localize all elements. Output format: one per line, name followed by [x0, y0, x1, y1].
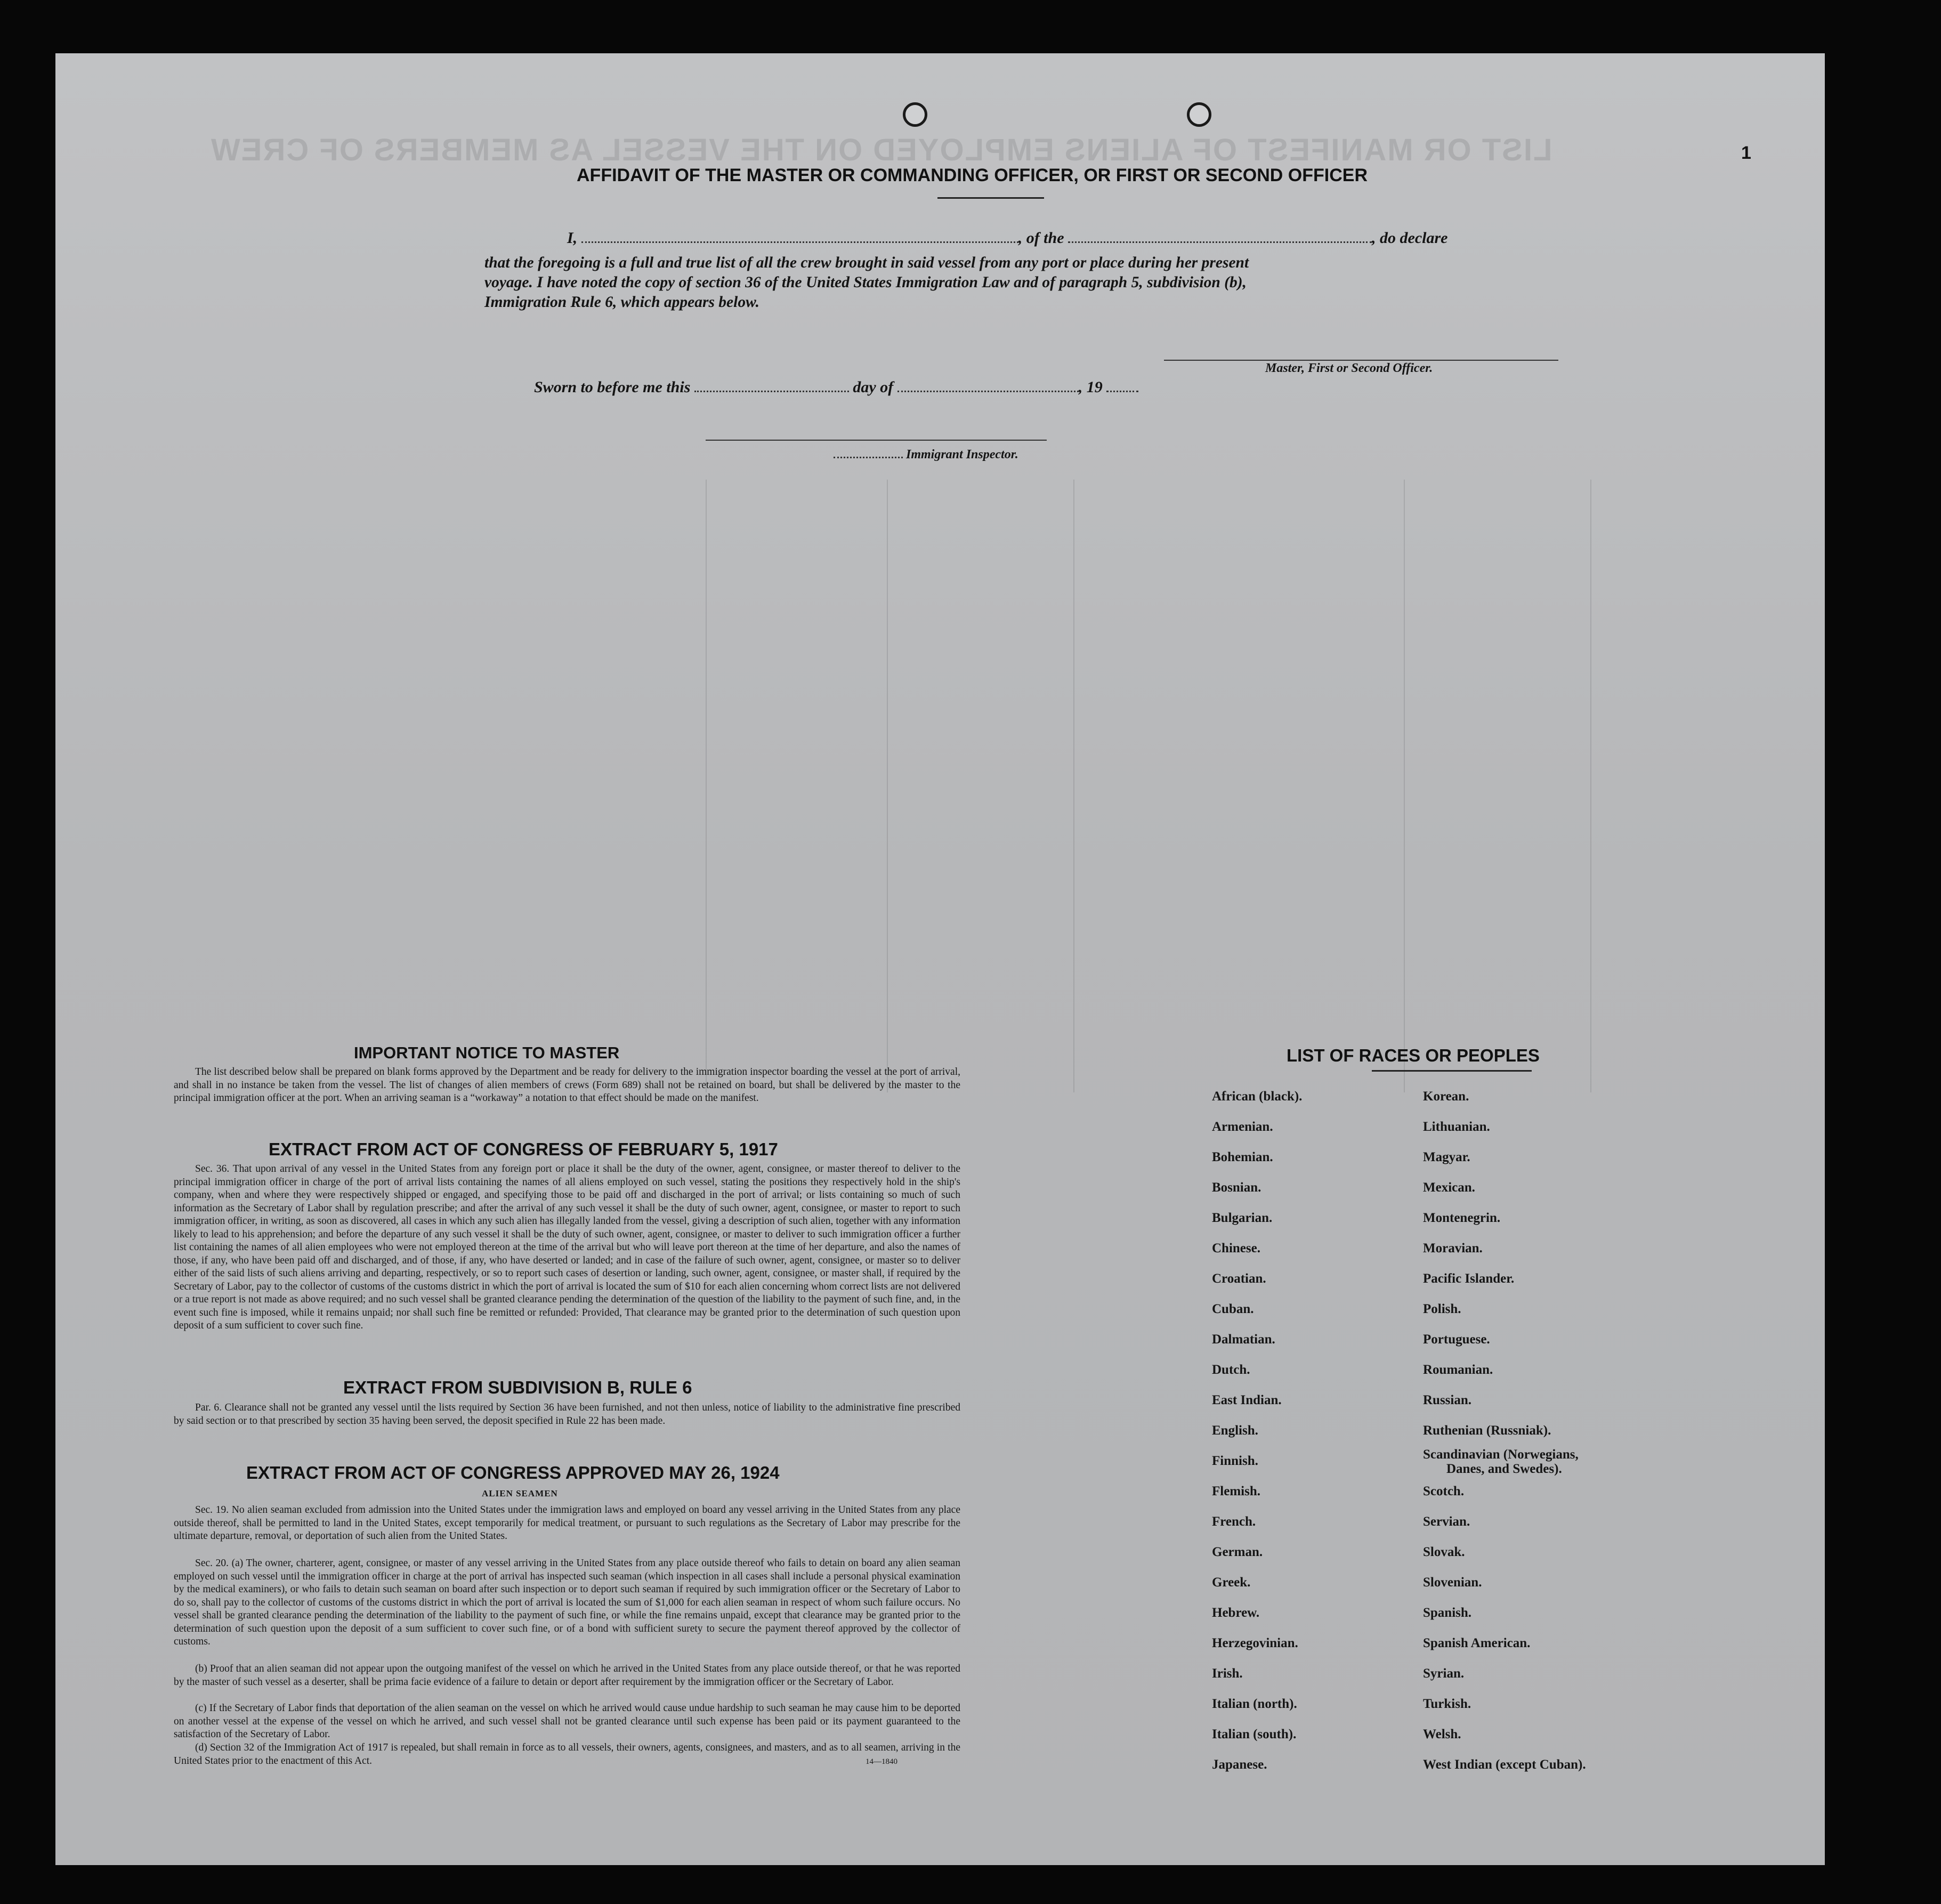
rule-6-body: Par. 6. Clearance shall not be granted any vessel until the lists required by Section 36 have been furnished, and not then unless, notice of liability to the administrative fine prescribed by said section or to that prescribed by section 35 having been served, the deposit specified in Rule 22 has been made.: [174, 1402, 960, 1427]
affidavit-title: AFFIDAVIT OF THE MASTER OR COMMANDING OFFICER, OR FIRST OR SECOND OFFICER: [577, 165, 1368, 185]
race-item: Finnish.: [1212, 1454, 1258, 1468]
affidavit-line-3: voyage. I have noted the copy of section 36 of the United States Immigration Law and of paragraph 5, subdivision (b),: [484, 274, 1247, 291]
sworn-year-field[interactable]: [1106, 379, 1138, 392]
race-item: French.: [1212, 1514, 1256, 1529]
race-item: Ruthenian (Russniak).: [1423, 1423, 1551, 1438]
race-item: Croatian.: [1212, 1271, 1266, 1286]
bleedthrough-header: LIST OR MANIFEST OF ALIENS EMPLOYED ON THE VESSEL AS MEMBERS OF CREW: [210, 133, 1552, 167]
page-mark: 1: [1741, 143, 1751, 163]
sworn-day-of: day of: [853, 378, 894, 396]
race-item: Bosnian.: [1212, 1180, 1261, 1195]
race-item: Italian (south).: [1212, 1727, 1297, 1741]
race-item: Roumanian.: [1423, 1363, 1493, 1377]
race-item: Mexican.: [1423, 1180, 1475, 1195]
extract-1917-title: EXTRACT FROM ACT OF CONGRESS OF FEBRUARY 5, 1917: [269, 1139, 778, 1159]
sec-20d-body: (d) Section 32 of the Immigration Act of 1917 is repealed, but shall remain in force as to all vessels, their owners, agents, consignees, and masters, and as to all seamen, arriving in the United States prior to the enactment of this Act.: [174, 1742, 960, 1767]
notice-title: IMPORTANT NOTICE TO MASTER: [354, 1043, 620, 1062]
race-item: Korean.: [1423, 1089, 1469, 1104]
affidavit-of-the: , of the: [1018, 229, 1064, 247]
vessel-name-field[interactable]: [1068, 230, 1372, 243]
race-item: Portuguese.: [1423, 1332, 1490, 1347]
affidavit-line-2: that the foregoing is a full and true list of all the crew brought in said vessel from any port or place during her present: [484, 254, 1249, 271]
manifest-page-back: [55, 53, 1825, 1865]
race-item: Danes, and Swedes).: [1446, 1462, 1562, 1476]
race-item: Montenegrin.: [1423, 1211, 1501, 1225]
bleedthrough-column-line: [887, 480, 888, 1092]
sec-19-body: Sec. 19. No alien seaman excluded from admission into the United States under the immigration laws and employed on board any vessel arriving in the United States from any place outside thereof, shall be permitted to land in the United States, except temporarily for medical treatment, or pursuant to such regulations as the Secretary of Labor may prescribe for the ultimate departure, removal, or deportation of such alien from the United States.: [174, 1504, 960, 1542]
notice-body: The list described below shall be prepared on blank forms approved by the Department and be ready for delivery to the immigration inspector boarding the vessel at the port of arrival, and shall in no instance be taken from the vessel. The list of changes of alien members of crews (Form 689) shall not be retained on board, but shall be delivered by the master to the principal immigration officer at the port. When an arriving seaman is a “workaway” a notation to that effect should be made on the manifest.: [174, 1066, 960, 1104]
race-item: Syrian.: [1423, 1666, 1465, 1681]
binding-hole-icon: [1187, 102, 1211, 127]
race-item: Spanish American.: [1423, 1636, 1531, 1650]
race-item: Italian (north).: [1212, 1697, 1297, 1711]
extract-1917-body: Sec. 36. That upon arrival of any vessel in the United States from any foreign port or place it shall be the duty of the owner, agent, consignee, or master thereof to deliver to the principal immigration officer in charge of the port of arrival lists containing the names of all aliens employed on such vessel, stating the positions they respectively hold in the ship's company, when and where they were respectively shipped or engaged, and specifying those to be paid off and discharged in the port of arrival; or lists containing so much of such information as the Secretary of Labor shall by regulation prescribe; and after the arrival of any such vessel it shall be the duty of such owner, agent, consignee, or master to report to such immigration officer, in writing, as soon as discovered, all cases in which any such alien has illegally landed from the vessel, giving a description of such alien, together with any information likely to lead to his apprehension; and before the departure of any such vessel it shall be the duty of such owner, agent, consignee, or master to deliver to such immigration officer a further list containing the names of all alien employees who were not employed thereon at the time of the arrival but who will leave port thereon at the time of her departure, and also the names of those, if any, who have been paid off and discharged, and of those, if any, who have deserted or landed; and in case of the failure of such owner, agent, consignee, or master so to deliver either of the said lists of such aliens arriving and departing, respectively, or so to report such cases of desertion or landing, such owner, agent, consignee, or master shall, if required by the Secretary of Labor, pay to the collector of customs of the customs district in which the port of arrival is located the sum of $10 for each alien concerning whom correct lists are not delivered or a true report is not made as above required; and no such vessel shall be granted clearance pending the determination of the question of the liability to the payment of such fine, and, in the event such fine is imposed, while it remains unpaid; nor shall such fine be remitted or refunded: Provided, That clearance may be granted prior to the determination of such question upon deposit of a sum sufficient to cover such fine.: [174, 1163, 960, 1331]
race-item: African (black).: [1212, 1089, 1303, 1104]
race-item: Spanish.: [1423, 1606, 1472, 1620]
race-item: English.: [1212, 1423, 1258, 1438]
rule-6-title: EXTRACT FROM SUBDIVISION B, RULE 6: [343, 1378, 692, 1397]
inspector-signature-line[interactable]: [706, 440, 1047, 441]
race-item: Chinese.: [1212, 1241, 1260, 1255]
sec-20b-body: (b) Proof that an alien seaman did not appear upon the outgoing manifest of the vessel on which he arrived in the United States from any place outside thereof, or that he was reported by the master of such vessel as a deserter, shall be prima facie evidence of a failure to detain or deport after requirement by the immigration officer or the Secretary of Labor.: [174, 1663, 960, 1688]
race-item: German.: [1212, 1545, 1263, 1559]
races-title: LIST OF RACES OR PEOPLES: [1287, 1046, 1540, 1065]
race-item: Welsh.: [1423, 1727, 1461, 1741]
bleedthrough-column-line: [1404, 480, 1405, 1092]
race-item: Cuban.: [1212, 1302, 1254, 1316]
sworn-month-field[interactable]: [897, 379, 1079, 392]
affidavit-title-rule: [937, 197, 1044, 199]
race-item: Turkish.: [1423, 1697, 1471, 1711]
race-item: Irish.: [1212, 1666, 1243, 1681]
binding-hole-icon: [903, 102, 927, 127]
race-item: Hebrew.: [1212, 1606, 1260, 1620]
sworn-line: [534, 378, 1138, 396]
races-title-rule: [1372, 1070, 1532, 1072]
race-item: Dutch.: [1212, 1363, 1250, 1377]
sec-20c-body: (c) If the Secretary of Labor finds that deportation of the alien seaman on the vessel on which he arrived would cause undue hardship to such seaman he may cause him to be deported on another vessel at the expense of the vessel on which he arrived, and such vessel shall not be granted clearance until such expense has been paid or its payment guaranteed to the satisfaction of the Secretary of Labor.: [174, 1703, 960, 1740]
race-item: Herzegovinian.: [1212, 1636, 1298, 1650]
affidavit-line-4: Immigration Rule 6, which appears below.: [484, 294, 760, 311]
inspector-caption-text: Immigrant Inspector.: [906, 448, 1018, 461]
extract-1924-subtitle: ALIEN SEAMEN: [482, 1488, 558, 1498]
race-item: Armenian.: [1212, 1120, 1273, 1134]
race-item: Dalmatian.: [1212, 1332, 1275, 1347]
bleedthrough-column-line: [1590, 480, 1591, 1092]
race-item: West Indian (except Cuban).: [1423, 1757, 1586, 1772]
bleedthrough-column-line: [706, 480, 707, 1092]
affidavit-line-1: [567, 229, 1447, 247]
sworn-year: , 19: [1078, 378, 1103, 396]
race-item: Bulgarian.: [1212, 1211, 1273, 1225]
master-signature-caption: Master, First or Second Officer.: [1265, 361, 1433, 375]
sworn-text: Sworn to before me this: [534, 378, 691, 396]
race-item: Japanese.: [1212, 1757, 1267, 1772]
race-item: Scotch.: [1423, 1484, 1465, 1498]
race-item: Lithuanian.: [1423, 1120, 1490, 1134]
inspector-caption: [834, 448, 1018, 462]
bleedthrough-column-line: [1073, 480, 1074, 1092]
affidavit-i: I,: [567, 229, 578, 247]
sworn-day-field[interactable]: [694, 379, 849, 392]
race-item: East Indian.: [1212, 1393, 1282, 1407]
race-item: Russian.: [1423, 1393, 1472, 1407]
master-name-field[interactable]: [581, 230, 1018, 243]
race-item: Scandinavian (Norwegians,: [1423, 1447, 1579, 1462]
inspector-lead-dots: [834, 449, 903, 458]
sec-20a-body: Sec. 20. (a) The owner, charterer, agent, consignee, or master of any vessel arriving in the United States from any place outside thereof who fails to detain on board any alien seaman employed on such vessel until the immigration officer in charge at the port of arrival has inspected such seaman (which inspection in all cases shall include a personal physical examination by the medical examiners), or who fails to detain such seaman on board after such inspection or to deport such seaman if required by such immigration officer or the Secretary of Labor to do so, shall pay to the collector of customs of the customs district in which the port of arrival is located the sum of $1,000 for each alien seaman in respect of whom such failure occurs. No vessel shall be granted clearance pending the determination of the liability to the payment of such fine, or while the fine remains unpaid, except that clearance may be granted prior to the determination of such question upon the deposit of a sum sufficient to cover such fine, or of a bond with sufficient surety to secure the payment thereof approved by the collector of customs.: [174, 1558, 960, 1647]
race-item: Slovak.: [1423, 1545, 1465, 1559]
race-item: Moravian.: [1423, 1241, 1483, 1255]
race-item: Bohemian.: [1212, 1150, 1273, 1164]
race-item: Polish.: [1423, 1302, 1461, 1316]
master-signature-line[interactable]: [1164, 360, 1558, 361]
affidavit-declare: , do declare: [1372, 229, 1448, 247]
race-item: Greek.: [1212, 1575, 1251, 1590]
race-item: Flemish.: [1212, 1484, 1260, 1498]
race-item: Servian.: [1423, 1514, 1470, 1529]
form-number: 14—1840: [866, 1757, 897, 1766]
race-item: Magyar.: [1423, 1150, 1470, 1164]
race-item: Pacific Islander.: [1423, 1271, 1515, 1286]
race-item: Slovenian.: [1423, 1575, 1482, 1590]
extract-1924-title: EXTRACT FROM ACT OF CONGRESS APPROVED MAY 26, 1924: [246, 1463, 780, 1482]
